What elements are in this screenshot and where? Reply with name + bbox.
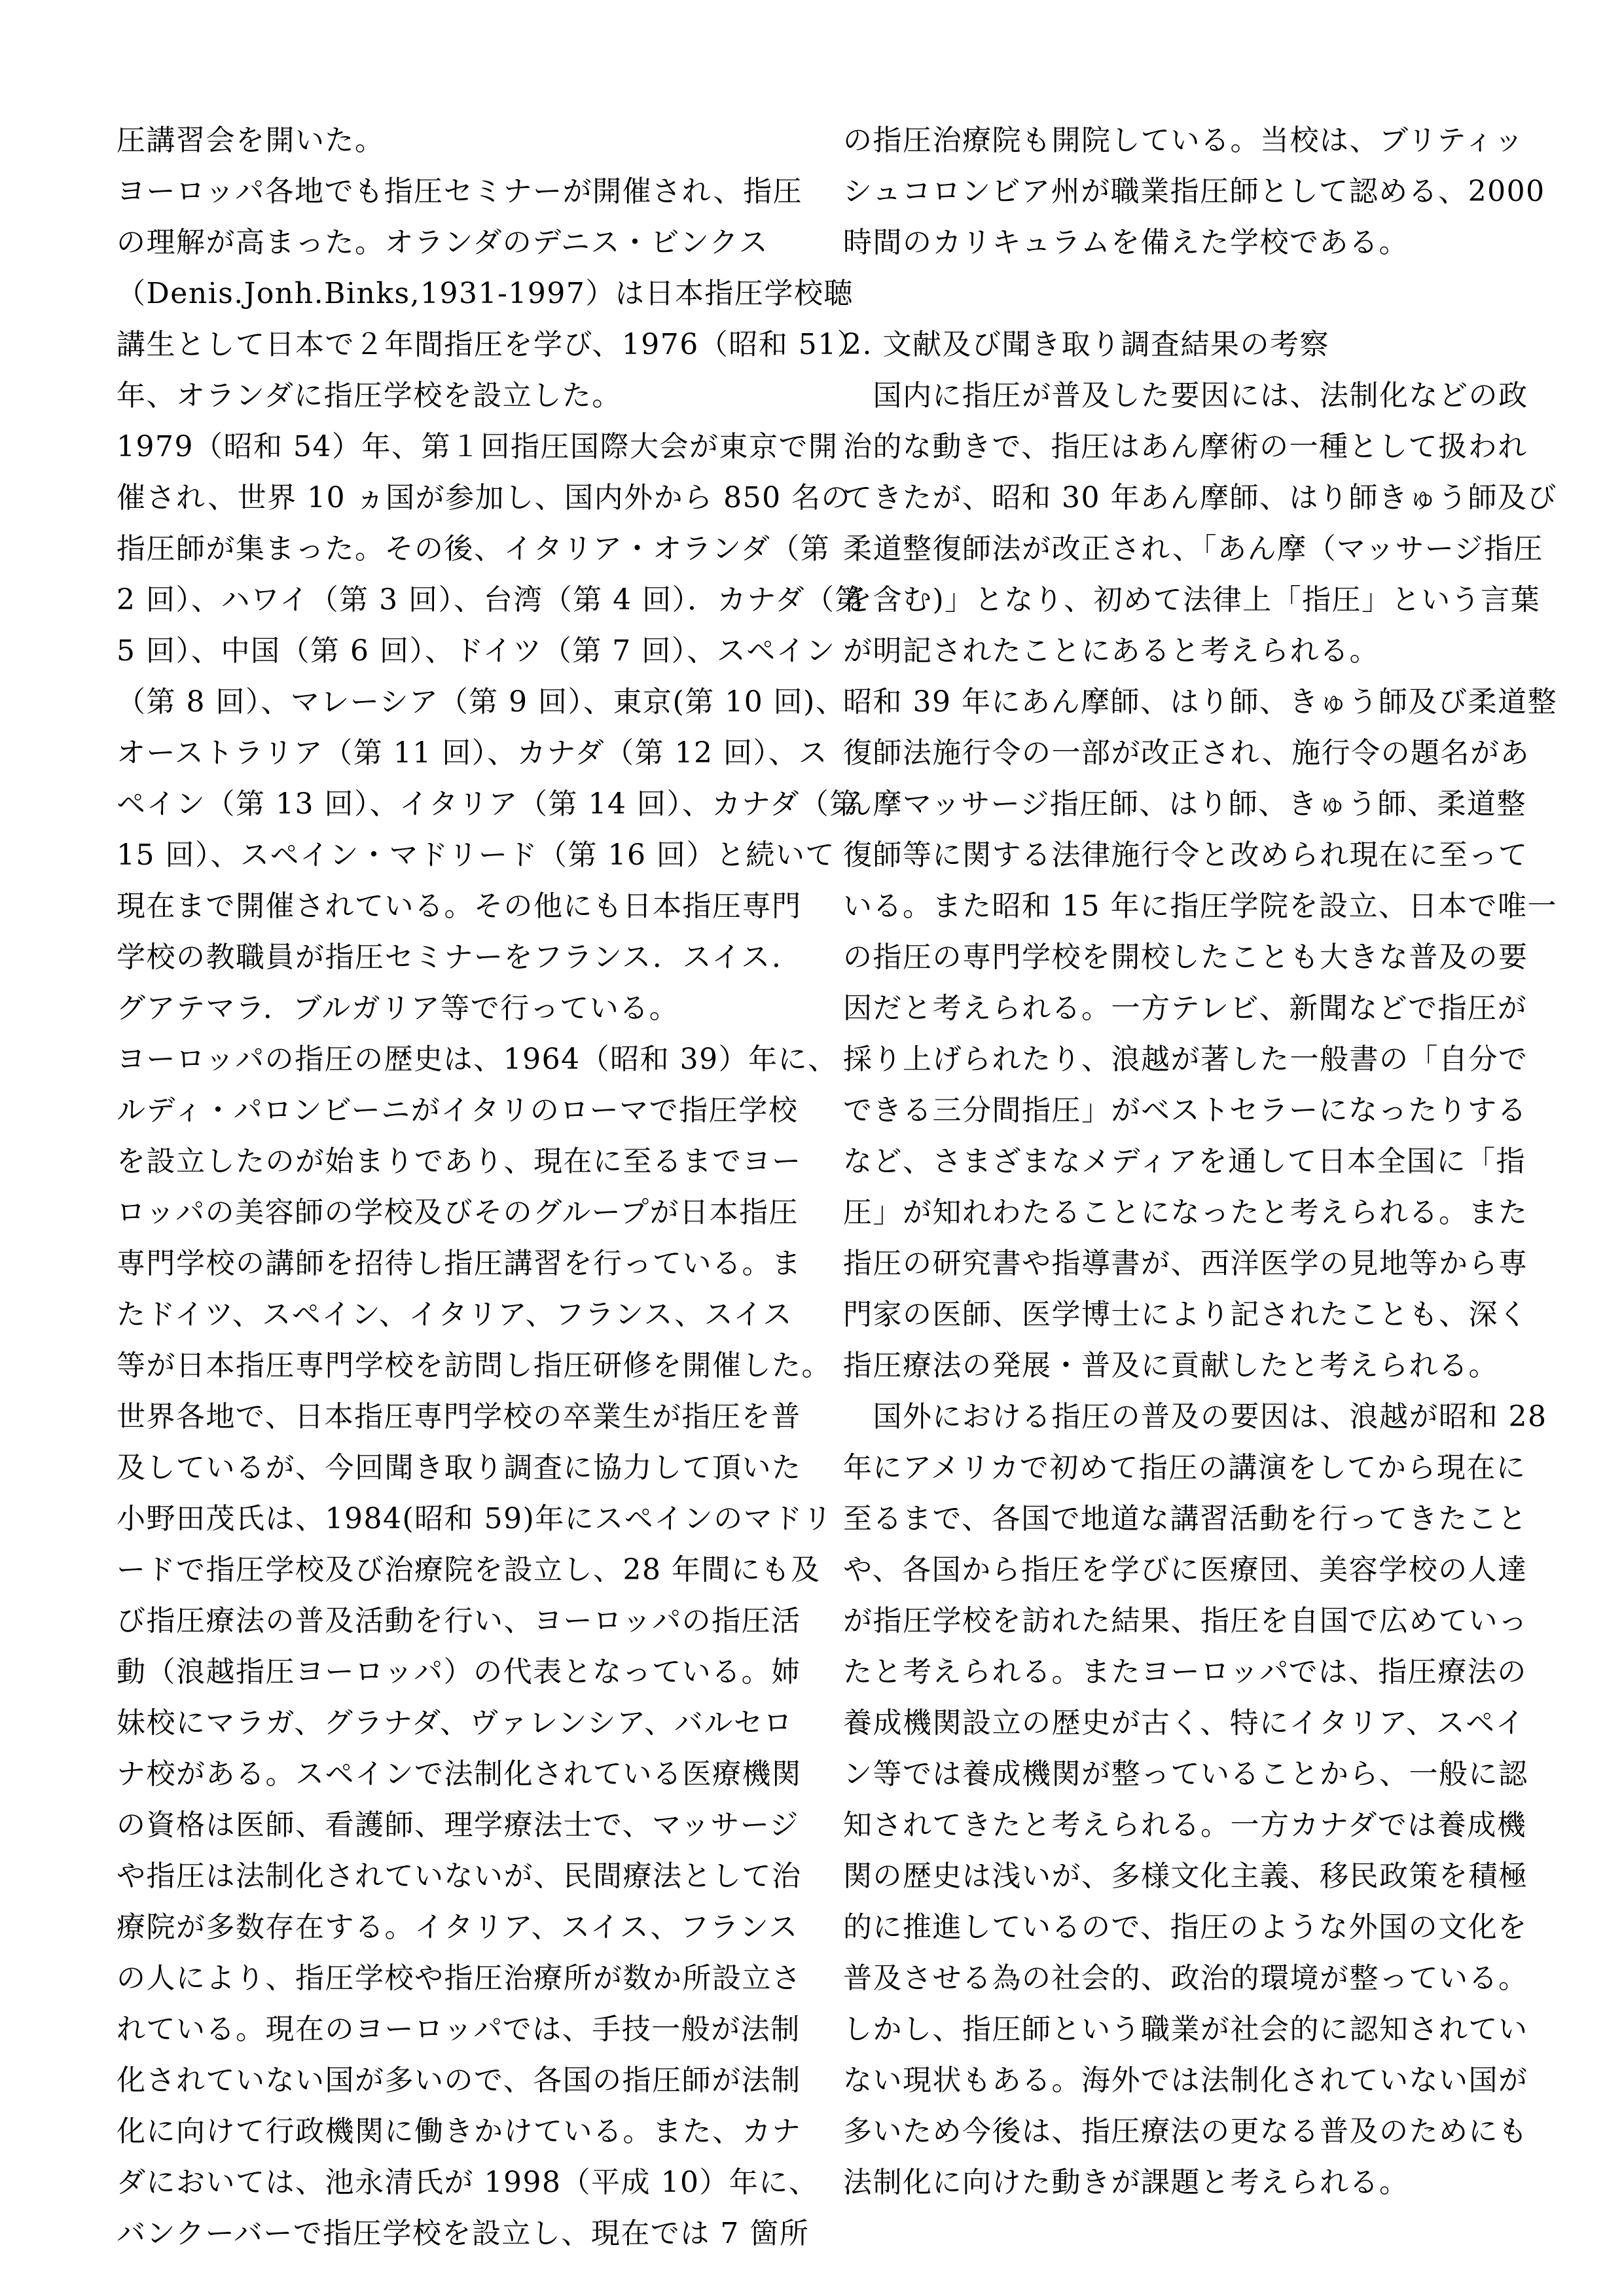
text-line: 圧講習会を開いた。 xyxy=(117,124,385,157)
text-line: バンクーバーで指圧学校を設立し、現在では 7 箇所 xyxy=(117,2217,810,2250)
text-line: 指圧師が集まった。その後、イタリア・オランダ（第 xyxy=(117,532,831,565)
text-line: 療院が多数存在する。イタリア、スイス、フランス xyxy=(117,1910,799,1944)
right-column-intro xyxy=(843,115,1545,268)
text-line: いる。また昭和 15 年に指圧学院を設立、日本で唯一 xyxy=(843,889,1557,923)
text-line: 5 回）、中国（第 6 回）、ドイツ（第 7 回）、スペイン xyxy=(117,634,836,668)
text-line: 門家の医師、医学博士により記されたことも、深く xyxy=(843,1298,1528,1331)
text-line: シュコロンビア州が職業指圧師として認める、2000 xyxy=(843,175,1545,208)
text-line: れている。現在のヨーロッパでは、手技一般が法制 xyxy=(117,2013,801,2046)
left-column xyxy=(117,115,867,2259)
text-line: 普及させる為の社会的、政治的環境が整っている。 xyxy=(843,1962,1528,1995)
text-line: 世界各地で、日本指圧専門学校の卒業生が指圧を普 xyxy=(117,1400,801,1433)
text-line: 妹校にマラガ、グラナダ、ヴァレンシア、バルセロ xyxy=(117,1706,793,1740)
text-line: 国内に指圧が普及した要因には、法制化などの政 xyxy=(843,379,1528,412)
text-line: てきたが、昭和 30 年あん摩師、はり師きゅう師及び xyxy=(843,481,1557,514)
text-line: オーストラリア（第 11 回）、カナダ（第 12 回）、ス xyxy=(117,736,829,770)
text-line: 時間のカリキュラムを備えた学校である。 xyxy=(843,226,1409,259)
text-line: の人により、指圧学校や指圧治療所が数か所設立さ xyxy=(117,1962,802,1995)
text-line: 化されていない国が多いので、各国の指圧師が法制 xyxy=(117,2064,801,2097)
text-line: 等が日本指圧専門学校を訪問し指圧研修を開催した。 xyxy=(117,1349,831,1382)
text-line: 昭和 39 年にあん摩師、はり師、きゅう師及び柔道整 xyxy=(843,685,1557,719)
text-line: ヨーロッパ各地でも指圧セミナーが開催され、指圧 xyxy=(117,175,803,208)
text-line: 多いため今後は、指圧療法の更なる普及のためにも xyxy=(843,2115,1528,2148)
text-line: 治的な動きで、指圧はあん摩術の一種として扱われ xyxy=(843,430,1528,463)
spacer xyxy=(843,268,1517,319)
text-line: 2 回）、ハワイ（第 3 回）、台湾（第 4 回）．カナダ（第 xyxy=(117,583,865,617)
text-line: ン等では養成機関が整っていることから、一般に認 xyxy=(843,1757,1528,1791)
text-line: び指圧療法の普及活動を行い、ヨーロッパの指圧活 xyxy=(117,1604,801,1638)
text-line: 及しているが、今回聞き取り調査に協力して頂いた xyxy=(117,1451,802,1484)
text-line: 15 回）、スペイン・マドリード（第 16 回）と続いて xyxy=(117,838,835,872)
text-line: 法制化に向けた動きが課題と考えられる。 xyxy=(843,2166,1409,2199)
text-line: 専門学校の講師を招待し指圧講習を行っている。ま xyxy=(117,1247,802,1280)
text-line: 国外における指圧の普及の要因は、浪越が昭和 28 xyxy=(843,1400,1547,1433)
text-line: （第 8 回）、マレーシア（第 9 回）、東京(第 10 回)、 xyxy=(117,685,846,719)
text-line: ない現状もある。海外では法制化されていない国が xyxy=(843,2064,1528,2097)
text-line: ダにおいては、池永清氏が 1998（平成 10）年に、 xyxy=(117,2166,819,2199)
text-line: を設立したのが始まりであり、現在に至るまでヨー xyxy=(117,1145,802,1178)
text-line: ロッパの美容師の学校及びそのグループが日本指圧 xyxy=(117,1196,799,1229)
text-line: 的に推進しているので、指圧のような外国の文化を xyxy=(843,1910,1528,1944)
text-line: たと考えられる。またヨーロッパでは、指圧療法の xyxy=(843,1655,1527,1689)
text-line: 柔道整復師法が改正され、「あん摩（マッサージ指圧 xyxy=(843,532,1543,565)
text-line: 催され、世界 10 ヵ国が参加し、国内外から 850 名の xyxy=(117,481,852,514)
text-line: 化に向けて行政機関に働きかけている。また、カナ xyxy=(117,2115,802,2148)
text-line: 年、オランダに指圧学校を設立した。 xyxy=(117,379,622,412)
text-line: 動（浪越指圧ヨーロッパ）の代表となっている。姉 xyxy=(117,1655,801,1689)
text-line: 1979（昭和 54）年、第１回指圧国際大会が東京で開 xyxy=(117,430,839,463)
text-line: 関の歴史は浅いが、多様文化主義、移民政策を積極 xyxy=(843,1859,1528,1893)
text-line: ードで指圧学校及び治療院を設立し、28 年間にも及 xyxy=(117,1553,821,1587)
text-line: など、さまざまなメディアを通して日本全国に「指 xyxy=(843,1145,1526,1178)
text-line: 学校の教職員が指圧セミナーをフランス．スイス． xyxy=(117,941,802,974)
text-line: ヨーロッパの指圧の歴史は、1964（昭和 39）年に、 xyxy=(117,1043,838,1076)
text-line: ペイン（第 13 回）、イタリア（第 14 回）、カナダ（第 xyxy=(117,787,859,821)
text-line: グアテマラ．ブルガリア等で行っている。 xyxy=(117,992,679,1025)
text-line: が指圧学校を訪れた結果、指圧を自国で広めていっ xyxy=(843,1604,1528,1638)
text-line: の指圧治療院も開院している。当校は、ブリティッ xyxy=(843,124,1525,157)
text-line: ナ校がある。スペインで法制化されている医療機関 xyxy=(117,1757,802,1791)
text-line: 指圧の研究書や指導書が、西洋医学の見地等から専 xyxy=(843,1247,1528,1280)
text-line: ルディ・パロンビーニがイタリのローマで指圧学校 xyxy=(117,1094,799,1127)
text-line: 採り上げられたり、浪越が著した一般書の「自分で xyxy=(843,1043,1528,1076)
text-line: 圧」が知れわたることになったと考えられる。また xyxy=(843,1196,1528,1229)
text-line: や、各国から指圧を学びに医療団、美容学校の人達 xyxy=(843,1553,1528,1587)
text-line: しかし、指圧師という職業が社会的に認知されてい xyxy=(843,2013,1528,2046)
text-line: の指圧の専門学校を開校したことも大きな普及の要 xyxy=(843,941,1528,974)
text-line: 年にアメリカで初めて指圧の講演をしてから現在に xyxy=(843,1451,1526,1484)
text-line: 小野田茂氏は、1984(昭和 59)年にスペインのマドリ xyxy=(117,1502,833,1535)
text-line: 現在まで開催されている。その他にも日本指圧専門 xyxy=(117,889,802,923)
text-line: が明記されたことにあると考えられる。 xyxy=(843,634,1379,668)
text-line: を含む)」となり、初めて法律上「指圧」という言葉 xyxy=(843,583,1541,617)
text-line: の資格は医師、看護師、理学療法士で、マッサージ xyxy=(117,1808,799,1842)
section-heading: 2. 文献及び聞き取り調査結果の考察 xyxy=(843,328,1329,361)
text-line: や指圧は法制化されていないが、民間療法として治 xyxy=(117,1859,802,1893)
text-line: （Denis.Jonh.Binks,1931-1997）は日本指圧学校聴 xyxy=(117,277,854,310)
text-line: の理解が高まった。オランダのデニス・ビンクス xyxy=(117,226,769,259)
text-line: 講生として日本で２年間指圧を学び、1976（昭和 51） xyxy=(117,328,867,361)
text-line: たドイツ、スペイン、イタリア、フランス、スイス xyxy=(117,1298,793,1331)
text-line: 養成機関設立の歴史が古く、特にイタリア、スペイ xyxy=(843,1706,1526,1740)
text-line: 知されてきたと考えられる。一方カナダでは養成機 xyxy=(843,1808,1527,1842)
text-line: ん摩マッサージ指圧師、はり師、きゅう師、柔道整 xyxy=(843,787,1526,821)
right-column xyxy=(843,115,1557,2208)
text-line: 復師法施行令の一部が改正され、施行令の題名があ xyxy=(843,736,1530,770)
text-line: 至るまで、各国で地道な講習活動を行ってきたこと xyxy=(843,1502,1528,1535)
text-line: 復師等に関する法律施行令と改められ現在に至って xyxy=(843,838,1528,872)
text-line: 因だと考えられる。一方テレビ、新聞などで指圧が xyxy=(843,992,1528,1025)
text-line: できる三分間指圧」がベストセラーになったりする xyxy=(843,1094,1528,1127)
right-column-body xyxy=(843,370,1557,2208)
text-line: 指圧療法の発展・普及に貢献したと考えられる。 xyxy=(843,1349,1498,1382)
